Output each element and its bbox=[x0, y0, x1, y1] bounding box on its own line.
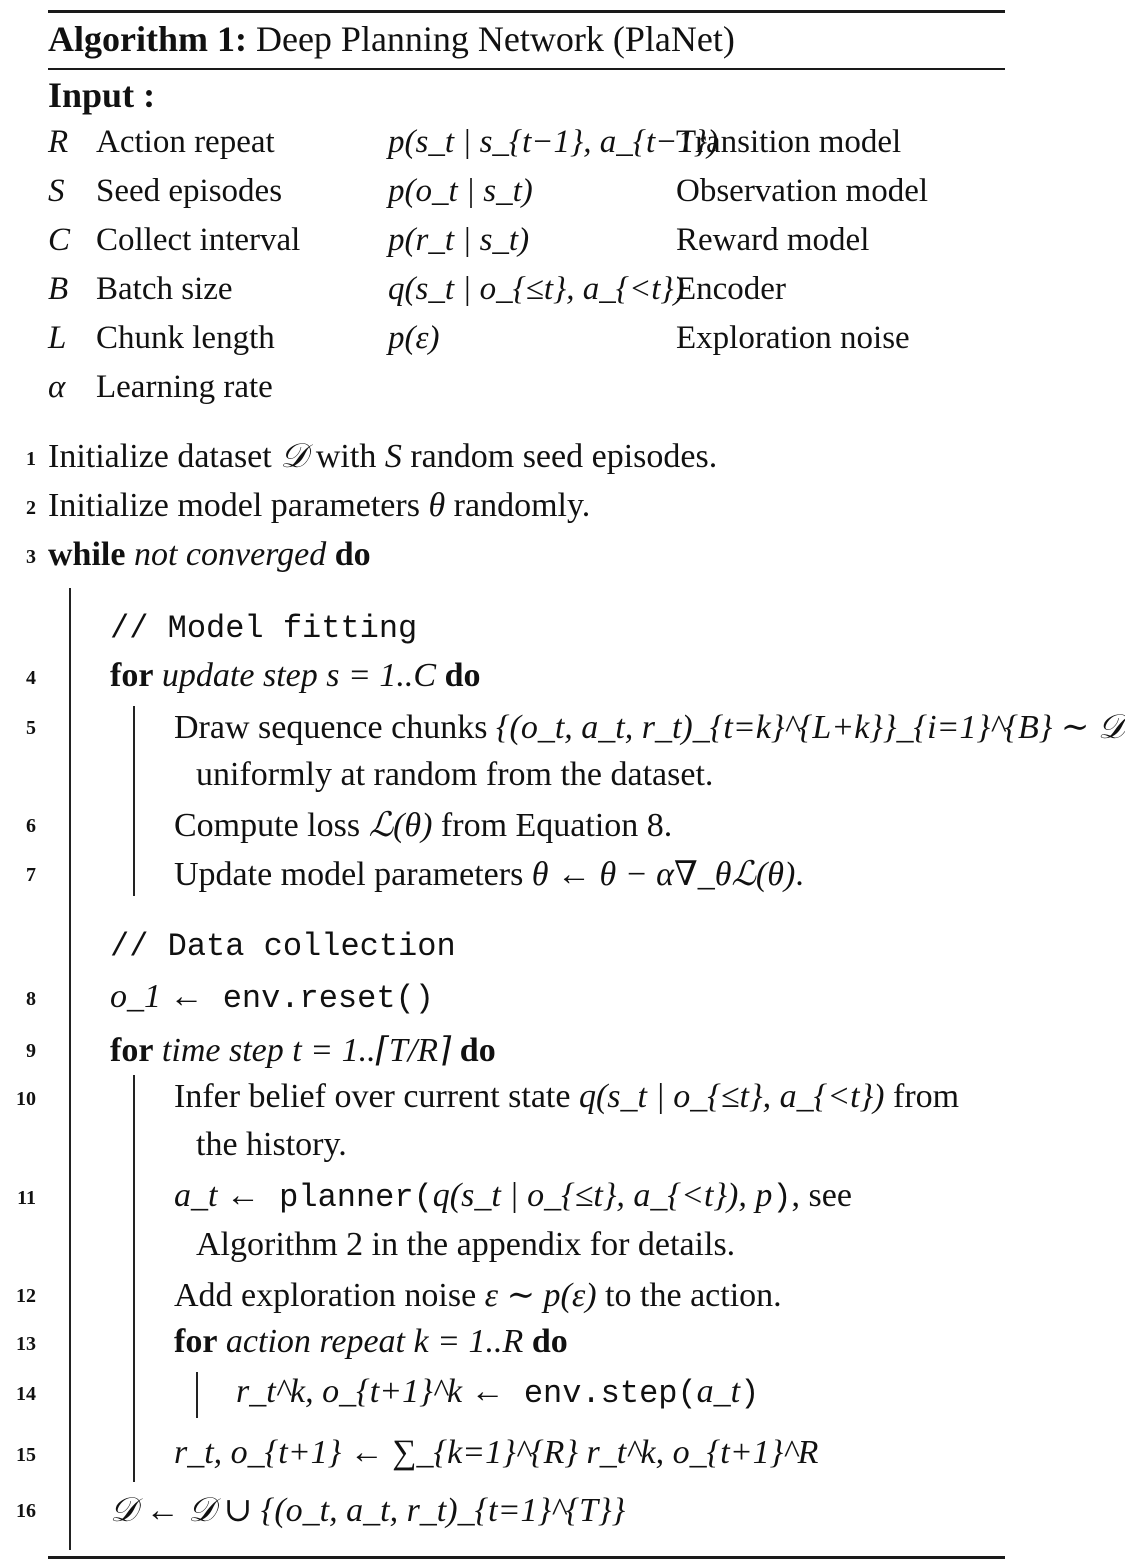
text-part: Infer belief over current state bbox=[174, 1078, 579, 1115]
input-name: Action repeat bbox=[96, 124, 275, 160]
input-model: p(s_t | s_{t−1}, a_{t−1}) bbox=[388, 124, 719, 160]
algorithm-title bbox=[48, 18, 735, 60]
math-range: s = 1..C bbox=[326, 657, 437, 694]
line-text bbox=[48, 536, 371, 574]
keyword-for: for bbox=[110, 1032, 154, 1069]
input-desc: Reward model bbox=[676, 222, 870, 258]
input-name: Batch size bbox=[96, 271, 233, 307]
math-planner-args: q(s_t | o_{≤t}, a_{<t}), p bbox=[432, 1177, 773, 1214]
line-text bbox=[174, 1177, 852, 1216]
line-text bbox=[110, 657, 481, 695]
math-action: a_t ← bbox=[174, 1177, 260, 1214]
keyword-do: do bbox=[436, 657, 481, 694]
condition: not converged bbox=[125, 536, 335, 573]
input-name: Learning rate bbox=[96, 369, 273, 405]
line-text bbox=[174, 854, 804, 894]
algorithm-name: Deep Planning Network (PlaNet) bbox=[255, 19, 735, 59]
math-range: t = 1..⌈T/R⌉ bbox=[292, 1032, 452, 1069]
input-label: Input : bbox=[48, 75, 156, 115]
input-model: p(o_t | s_t) bbox=[388, 173, 533, 209]
math-sum: r_t, o_{t+1} ← ∑_{k=1}^{R} r_t^k, o_{t+1}^R bbox=[174, 1434, 819, 1471]
math-range: k = 1..R bbox=[413, 1323, 524, 1360]
comment-text: // Data collection bbox=[110, 928, 456, 965]
math-noise: ε ∼ p(ε) bbox=[484, 1277, 597, 1314]
text-part: Compute loss bbox=[174, 807, 369, 844]
text-part: Initialize model parameters bbox=[48, 487, 429, 524]
line-number: 16 bbox=[16, 1500, 36, 1522]
line-text bbox=[110, 1030, 496, 1070]
input-row bbox=[0, 173, 1016, 221]
code-env-step: env.step( bbox=[504, 1375, 697, 1412]
text-part: from bbox=[884, 1078, 960, 1115]
text-part: Draw sequence chunks bbox=[174, 709, 496, 746]
line-text bbox=[174, 1323, 568, 1361]
keyword-do: do bbox=[523, 1323, 568, 1360]
code-paren: ) bbox=[740, 1375, 760, 1412]
line-number: 1 bbox=[26, 448, 36, 470]
input-name: Chunk length bbox=[96, 320, 275, 356]
input-name: Seed episodes bbox=[96, 173, 283, 209]
code-planner: planner( bbox=[259, 1179, 433, 1216]
input-desc: Encoder bbox=[676, 271, 786, 307]
input-symbol: L bbox=[48, 320, 67, 356]
input-desc: Transition model bbox=[676, 124, 902, 160]
line-number: 5 bbox=[26, 717, 36, 739]
for-update-scope-bar bbox=[133, 706, 135, 896]
math-reward-obs: r_t^k, o_{t+1}^k ← bbox=[236, 1373, 505, 1410]
math-seed: S bbox=[384, 438, 402, 475]
line-number: 9 bbox=[26, 1040, 36, 1062]
input-model: p(ε) bbox=[388, 320, 440, 356]
line-number: 3 bbox=[26, 546, 36, 568]
input-name: Collect interval bbox=[96, 222, 301, 258]
math-dataset: 𝒟 bbox=[280, 438, 308, 475]
line-text bbox=[236, 1373, 759, 1412]
text-part: Initialize dataset bbox=[48, 438, 281, 475]
line-continuation: uniformly at random from the dataset. bbox=[196, 756, 714, 793]
line-text bbox=[174, 1275, 782, 1315]
line-number: 15 bbox=[16, 1444, 36, 1466]
input-row bbox=[0, 124, 1016, 172]
text-part: , see bbox=[791, 1177, 852, 1214]
line-number: 13 bbox=[16, 1333, 36, 1355]
input-desc: Exploration noise bbox=[676, 320, 910, 356]
code-paren: ) bbox=[772, 1179, 792, 1216]
line-number: 2 bbox=[26, 497, 36, 519]
math-theta: θ bbox=[428, 487, 446, 524]
text-part: with bbox=[307, 438, 385, 475]
math-chunks: {(o_t, a_t, r_t)_{t=k}^{L+k}}_{i=1}^{B} ∼ 𝒟 bbox=[495, 709, 1125, 746]
condition: time step bbox=[153, 1032, 293, 1069]
keyword-for: for bbox=[110, 657, 154, 694]
keyword-do: do bbox=[334, 536, 371, 573]
input-symbol: C bbox=[48, 222, 71, 258]
comment-text: // Model fitting bbox=[110, 610, 418, 647]
line-number: 4 bbox=[26, 667, 36, 689]
line-continuation: the history. bbox=[196, 1126, 347, 1163]
line-number: 8 bbox=[26, 988, 36, 1010]
condition: action repeat bbox=[217, 1323, 414, 1360]
input-symbol: B bbox=[48, 271, 69, 307]
line-text bbox=[174, 805, 672, 845]
line-number: 7 bbox=[26, 864, 36, 886]
input-symbol: R bbox=[48, 124, 69, 160]
input-symbol: S bbox=[48, 173, 65, 209]
text-part: to the action. bbox=[596, 1277, 782, 1314]
line-number: 10 bbox=[16, 1088, 36, 1110]
text-part: randomly. bbox=[445, 487, 591, 524]
bottom-rule bbox=[48, 1556, 1005, 1559]
line-number: 11 bbox=[17, 1187, 36, 1209]
line-number: 14 bbox=[16, 1383, 36, 1405]
line-text bbox=[110, 978, 434, 1017]
math-loss: ℒ(θ) bbox=[368, 807, 433, 844]
input-row bbox=[0, 369, 1016, 417]
input-row bbox=[0, 222, 1016, 270]
input-model: q(s_t | o_{≤t}, a_{<t}) bbox=[388, 271, 685, 307]
line-number: 6 bbox=[26, 815, 36, 837]
math-dataset-update: 𝒟 ← 𝒟 ∪ {(o_t, a_t, r_t)_{t=1}^{T}} bbox=[110, 1492, 626, 1529]
line-number: 12 bbox=[16, 1285, 36, 1307]
keyword-do: do bbox=[451, 1032, 496, 1069]
line-continuation: Algorithm 2 in the appendix for details. bbox=[196, 1226, 736, 1263]
text-part: random seed episodes. bbox=[401, 438, 718, 475]
keyword-for: for bbox=[174, 1323, 218, 1360]
line-text bbox=[174, 707, 1125, 747]
line-text bbox=[174, 1078, 959, 1116]
text-part: from Equation 8. bbox=[432, 807, 673, 844]
input-model: p(r_t | s_t) bbox=[388, 222, 530, 258]
math-obs: o_1 ← bbox=[110, 978, 204, 1015]
for-time-scope-bar bbox=[133, 1075, 135, 1482]
input-row bbox=[0, 271, 1016, 319]
line-text bbox=[48, 438, 717, 476]
keyword-while: while bbox=[48, 536, 126, 573]
text-part: Add exploration noise bbox=[174, 1277, 485, 1314]
top-rule bbox=[48, 10, 1005, 13]
math-action-arg: a_t bbox=[696, 1373, 741, 1410]
algorithm-label: Algorithm 1: bbox=[48, 19, 247, 59]
math-update: θ ← θ − α∇_θℒ(θ) bbox=[531, 856, 796, 893]
math-belief: q(s_t | o_{≤t}, a_{<t}) bbox=[578, 1078, 885, 1115]
title-rule bbox=[48, 68, 1005, 70]
code-env-reset: env.reset() bbox=[203, 980, 434, 1017]
input-row bbox=[0, 320, 1016, 368]
while-scope-bar bbox=[69, 588, 71, 1550]
text-part: Update model parameters bbox=[174, 856, 532, 893]
text-part: . bbox=[795, 856, 804, 893]
input-symbol: α bbox=[48, 369, 66, 405]
input-desc: Observation model bbox=[676, 173, 929, 209]
for-repeat-scope-bar bbox=[196, 1372, 198, 1418]
line-text bbox=[48, 487, 590, 525]
condition: update step bbox=[153, 657, 327, 694]
